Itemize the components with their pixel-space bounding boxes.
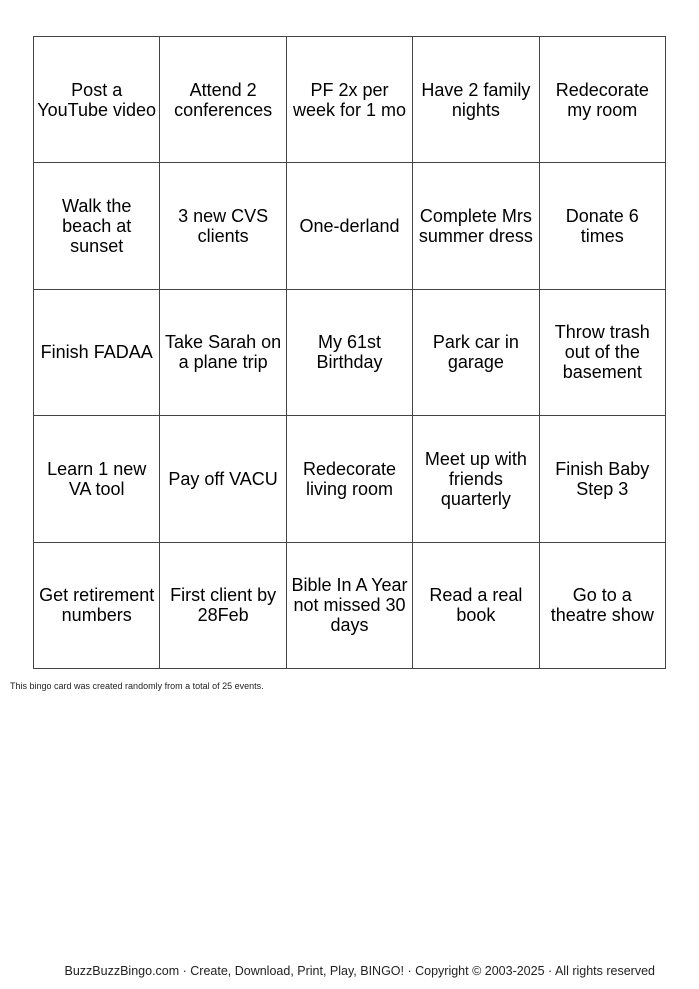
bingo-cell: Donate 6 times	[540, 163, 666, 289]
bingo-cell: 3 new CVS clients	[160, 163, 286, 289]
bingo-cell: Redecorate living room	[287, 416, 413, 542]
bingo-cell: Post a YouTube video	[34, 37, 160, 163]
bingo-card	[33, 36, 666, 669]
bingo-cell: Learn 1 new VA tool	[34, 416, 160, 542]
bingo-cell: My 61st Birthday	[287, 290, 413, 416]
bingo-cell: Take Sarah on a plane trip	[160, 290, 286, 416]
bingo-cell: Redecorate my room	[540, 37, 666, 163]
bingo-cell: PF 2x per week for 1 mo	[287, 37, 413, 163]
bingo-cell: Finish Baby Step 3	[540, 416, 666, 542]
bingo-cell: Throw trash out of the basement	[540, 290, 666, 416]
bingo-cell: Meet up with friends quarterly	[413, 416, 539, 542]
bingo-cell: Finish FADAA	[34, 290, 160, 416]
bingo-cell: Read a real book	[413, 543, 539, 669]
bingo-cell: Park car in garage	[413, 290, 539, 416]
bingo-cell: Bible In A Year not missed 30 days	[287, 543, 413, 669]
bingo-cell: Attend 2 conferences	[160, 37, 286, 163]
bingo-cell: Have 2 family nights	[413, 37, 539, 163]
bingo-cell: Pay off VACU	[160, 416, 286, 542]
bingo-cell: Get retirement numbers	[34, 543, 160, 669]
page-footer: BuzzBuzzBingo.com · Create, Download, Print, Play, BINGO! · Copyright © 2003-2025 · All rights reserved	[64, 964, 655, 978]
bingo-cell: Walk the beach at sunset	[34, 163, 160, 289]
bingo-cell: Go to a theatre show	[540, 543, 666, 669]
bingo-cell: First client by 28Feb	[160, 543, 286, 669]
bingo-cell: Complete Mrs summer dress	[413, 163, 539, 289]
bingo-cell: One-derland	[287, 163, 413, 289]
card-generation-note: This bingo card was created randomly from a total of 25 events.	[10, 681, 264, 691]
